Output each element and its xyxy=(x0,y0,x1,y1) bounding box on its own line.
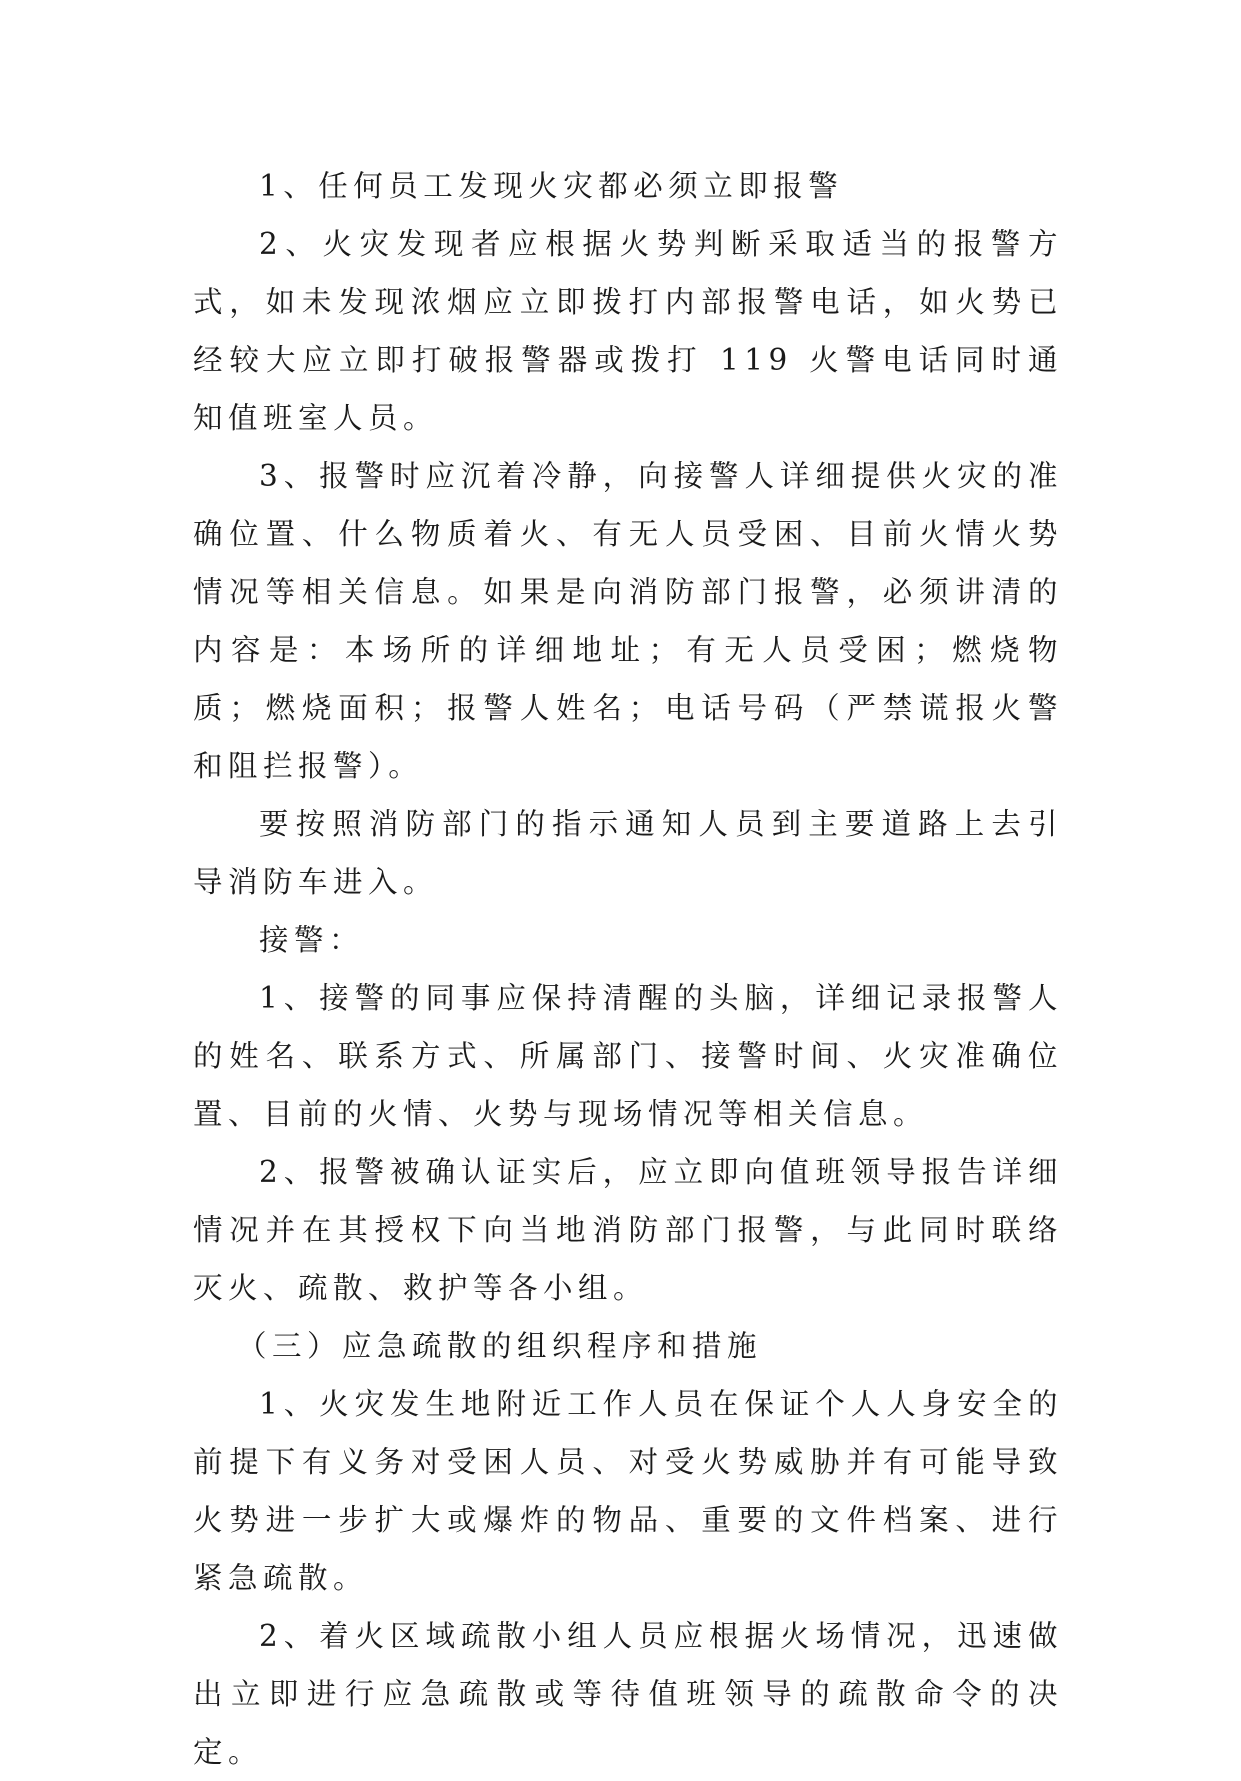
paragraph-receive-alarm-title: 接警： xyxy=(259,923,365,957)
paragraph-alarm-rule-2: 2、火灾发现者应根据火势判断采取适当的报警方式，如未发现浓烟应立即拨打内部报警电话，如火势已经较大应立即打破报警器或拨打 119 火警电话同时通知值班室人员。 xyxy=(193,227,1063,435)
document-body xyxy=(193,157,1063,1781)
paragraph-alarm-rule-1: 1、任何员工发现火灾都必须立即报警 xyxy=(259,169,844,203)
paragraph-alarm-rule-3: 3、报警时应沉着冷静，向接警人详细提供火灾的准确位置、什么物质着火、有无人员受困、目前火情火势情况等相关信息。如果是向消防部门报警，必须讲清的内容是：本场所的详细地址；有无人员受困；燃烧物质；燃烧面积；报警人姓名；电话号码（严禁谎报火警和阻拦报警）。 xyxy=(193,459,1063,783)
paragraph-receive-rule-1: 1、接警的同事应保持清醒的头脑，详细记录报警人的姓名、联系方式、所属部门、接警时间、火灾准确位置、目前的火情、火势与现场情况等相关信息。 xyxy=(193,981,1063,1131)
paragraph-receive-rule-2: 2、报警被确认证实后，应立即向值班领导报告详细情况并在其授权下向当地消防部门报警，与此同时联络灭火、疏散、救护等各小组。 xyxy=(193,1155,1063,1305)
paragraph-evacuation-rule-1: 1、火灾发生地附近工作人员在保证个人人身安全的前提下有义务对受困人员、对受火势威胁并有可能导致火势进一步扩大或爆炸的物品、重要的文件档案、进行紧急疏散。 xyxy=(193,1387,1063,1595)
paragraph-guide-fire-truck: 要按照消防部门的指示通知人员到主要道路上去引导消防车进入。 xyxy=(193,807,1063,899)
section-heading-evacuation: （三）应急疏散的组织程序和措施 xyxy=(237,1329,763,1363)
paragraph-evacuation-rule-2: 2、着火区域疏散小组人员应根据火场情况，迅速做出立即进行应急疏散或等待值班领导的疏散命令的决定。 xyxy=(193,1619,1063,1769)
